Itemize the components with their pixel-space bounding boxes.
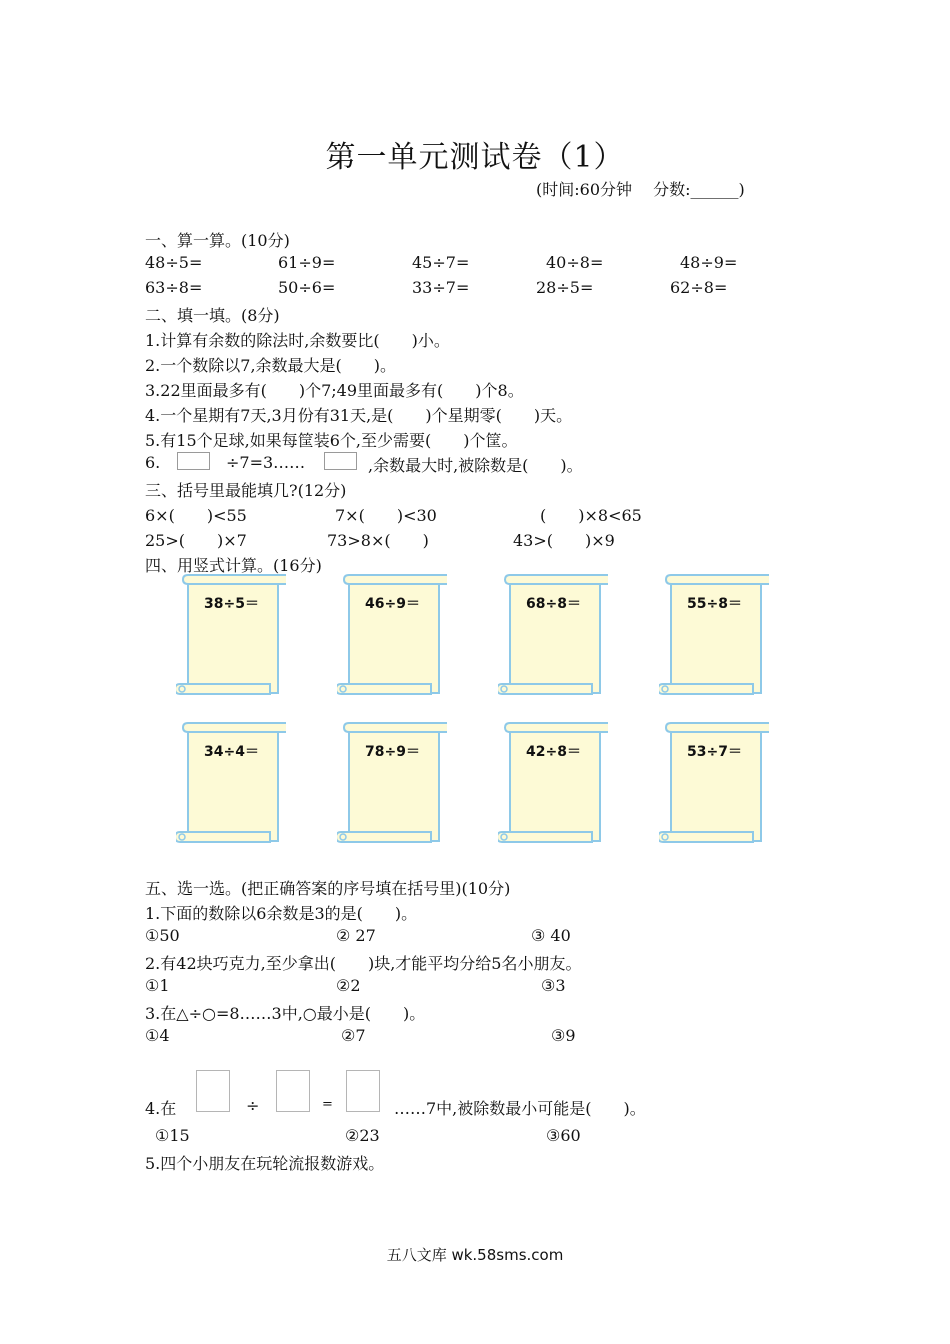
s5-option[interactable]: ②7 [341,1026,366,1045]
section-4-heading: 四、用竖式计算。(16分) [145,556,322,575]
s5-option[interactable]: ①50 [145,926,180,945]
scroll-work-area [176,719,286,849]
scroll-icon [659,719,769,849]
section-1-heading: 一、算一算。(10分) [145,231,290,250]
s5-option[interactable]: ③9 [551,1026,576,1045]
s2-question-4: 4.一个星期有7天,3月份有31天,是( )个星期零( )天。 [145,406,573,425]
s5-question-4-suffix: ……7中,被除数最小可能是( )。 [394,1099,646,1118]
s2-question-2: 2.一个数除以7,余数最大是( )。 [145,356,397,375]
answer-box[interactable] [276,1070,310,1112]
s3-problem: 25>( )×7 [145,531,247,550]
scroll-work-area [337,719,447,849]
s2-question-1: 1.计算有余数的除法时,余数要比( )小。 [145,331,450,350]
division-sign: ÷ [246,1096,260,1115]
vertical-division-problem: 38÷5＝ [204,596,259,612]
scroll-work-area [498,719,608,849]
answer-box[interactable] [324,452,357,470]
s3-problem: ( )×8<65 [540,506,642,525]
scroll-icon [337,571,447,701]
s2-question-6-end: ,余数最大时,被除数是( )。 [368,456,583,475]
vertical-division-problem: 46÷9＝ [365,596,420,612]
s3-problem: 6×( )<55 [145,506,247,525]
s5-question-2: 2.有42块巧克力,至少拿出( )块,才能平均分给5名小朋友。 [145,954,582,973]
s5-option[interactable]: ③60 [546,1126,581,1145]
vertical-division-problem: 55÷8＝ [687,596,742,612]
s1-problem: 61÷9= [278,253,336,272]
scroll-work-area [176,571,286,701]
s1-problem: 45÷7= [412,253,470,272]
s2-question-3: 3.22里面最多有( )个7;49里面最多有( )个8。 [145,381,524,400]
s5-option[interactable]: ①4 [145,1026,170,1045]
s5-option[interactable]: ②2 [336,976,361,995]
section-5-heading: 五、选一选。(把正确答案的序号填在括号里)(10分) [145,879,511,898]
section-2-heading: 二、填一填。(8分) [145,306,280,325]
scroll-work-area [659,719,769,849]
s5-question-3: 3.在△÷○=8……3中,○最小是( )。 [145,1004,426,1023]
scroll-icon [176,571,286,701]
answer-box[interactable] [346,1070,380,1112]
vertical-division-problem: 34÷4＝ [204,744,259,760]
vertical-division-problem: 53÷7＝ [687,744,742,760]
scroll-work-area [659,571,769,701]
vertical-division-problem: 78÷9＝ [365,744,420,760]
scroll-icon [498,719,608,849]
scroll-icon [337,719,447,849]
s2-question-6-number: 6. [145,453,161,472]
s5-option[interactable]: ①1 [145,976,170,995]
s5-option[interactable]: ①15 [155,1126,190,1145]
scroll-icon [659,571,769,701]
answer-box[interactable] [177,452,210,470]
s1-problem: 50÷6= [278,278,336,297]
s5-question-1: 1.下面的数除以6余数是3的是( )。 [145,904,418,923]
s3-problem: 73>8×( ) [327,531,429,550]
s5-question-4-prefix: 4.在 [145,1099,177,1118]
s2-question-5: 5.有15个足球,如果每筐装6个,至少需要( )个筐。 [145,431,518,450]
s2-question-6-mid: ÷7=3…… [226,453,306,472]
s1-problem: 48÷5= [145,253,203,272]
s1-problem: 62÷8= [670,278,728,297]
s5-option[interactable]: ③3 [541,976,566,995]
s3-problem: 43>( )×9 [513,531,615,550]
s1-problem: 63÷8= [145,278,203,297]
scroll-icon [176,719,286,849]
s1-problem: 28÷5= [536,278,594,297]
s5-option[interactable]: ② 27 [336,926,376,945]
s5-option[interactable]: ③ 40 [531,926,571,945]
scroll-work-area [498,571,608,701]
vertical-division-problem: 68÷8＝ [526,596,581,612]
answer-box[interactable] [196,1070,230,1112]
time-score-line: (时间:60分钟 分数:______) [536,180,745,199]
s3-problem: 7×( )<30 [335,506,437,525]
s1-problem: 48÷9= [680,253,738,272]
scroll-work-area [337,571,447,701]
footer-watermark: 五八文库 wk.58sms.com [386,1246,564,1264]
s1-problem: 40÷8= [546,253,604,272]
s5-option[interactable]: ②23 [345,1126,380,1145]
page-title: 第一单元测试卷（1） [325,140,625,175]
vertical-division-problem: 42÷8＝ [526,744,581,760]
s5-question-5: 5.四个小朋友在玩轮流报数游戏。 [145,1154,385,1173]
s1-problem: 33÷7= [412,278,470,297]
section-3-heading: 三、括号里最能填几?(12分) [145,481,347,500]
equals-sign: = [322,1097,333,1112]
scroll-icon [498,571,608,701]
